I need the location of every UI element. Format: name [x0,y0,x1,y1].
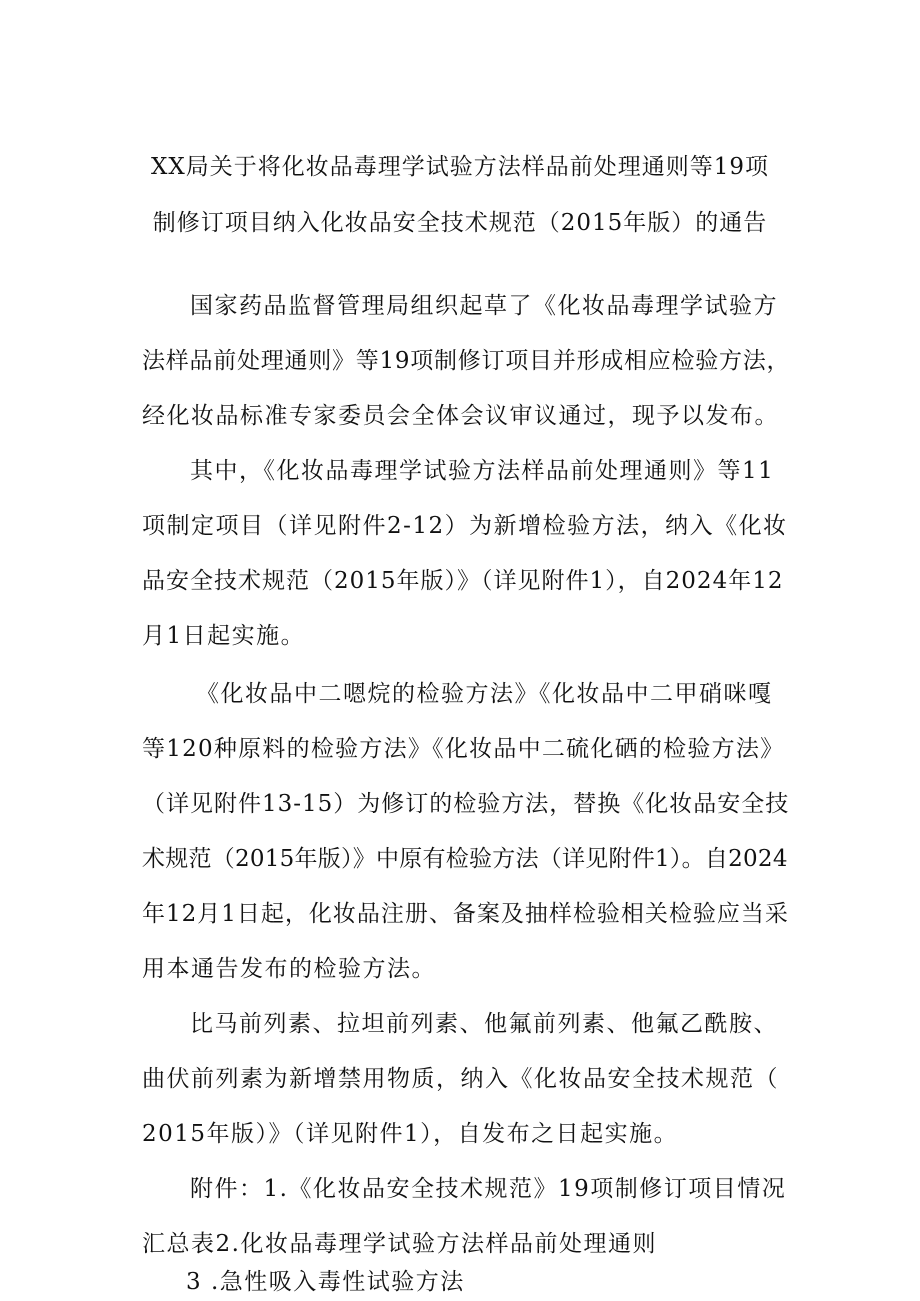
attachments-line-2: 汇总表2.化妆品毒理学试验方法样品前处理通则 [142,1231,657,1257]
paragraph-2-line-3: 品安全技术规范（2015年版）》（详见附件1），自2024年12 [142,568,784,594]
paragraph-2-line-2: 项制定项目（详见附件2-12）为新增检验方法，纳入《化妆 [142,513,788,539]
attachments-line-1: 附件：1.《化妆品安全技术规范》19项制修订项目情况 [190,1176,787,1202]
paragraph-4-line-2: 曲伏前列素为新增禁用物质，纳入《化妆品安全技术规范（ [142,1066,779,1092]
notice-title-line-2: 制修订项目纳入化妆品安全技术规范（2015年版）的通告 [152,210,768,236]
paragraph-1-line-1: 国家药品监督管理局组织起草了《化妆品毒理学试验方 [190,293,778,319]
paragraph-3-line-6: 用本通告发布的检验方法。 [142,956,436,982]
paragraph-1-line-2: 法样品前处理通则》等19项制修订项目并形成相应检验方法， [142,348,791,374]
attachment-item-3: 3 .急性吸入毒性试验方法 [186,1269,465,1295]
paragraph-4-line-3: 2015年版）》（详见附件1），自发布之日起实施。 [142,1121,679,1147]
paragraph-3-line-4: 术规范（2015年版）》中原有检验方法（详见附件1）。自2024 [142,846,788,872]
paragraph-2-line-4: 月1日起实施。 [142,623,306,649]
notice-title-line-1: XX局关于将化妆品毒理学试验方法样品前处理通则等19项 [150,154,769,180]
paragraph-3-line-5: 年12月1日起，化妆品注册、备案及抽样检验相关检验应当采 [142,901,789,927]
paragraph-2-line-1: 其中，《化妆品毒理学试验方法样品前处理通则》等11 [190,458,775,484]
paragraph-3-line-1: 《化妆品中二嗯烷的检验方法》《化妆品中二甲硝咪嘎 [196,681,773,707]
paragraph-1-line-3: 经化妆品标准专家委员会全体会议审议通过，现予以发布。 [142,403,779,429]
paragraph-3-line-2: 等120种原料的检验方法》《化妆品中二硫化硒的检验方法》 [142,736,785,762]
paragraph-4-line-1: 比马前列素、拉坦前列素、他氟前列素、他氟乙酰胺、 [190,1011,778,1037]
paragraph-3-line-3: （详见附件13-15）为修订的检验方法，替换《化妆品安全技 [142,791,790,817]
